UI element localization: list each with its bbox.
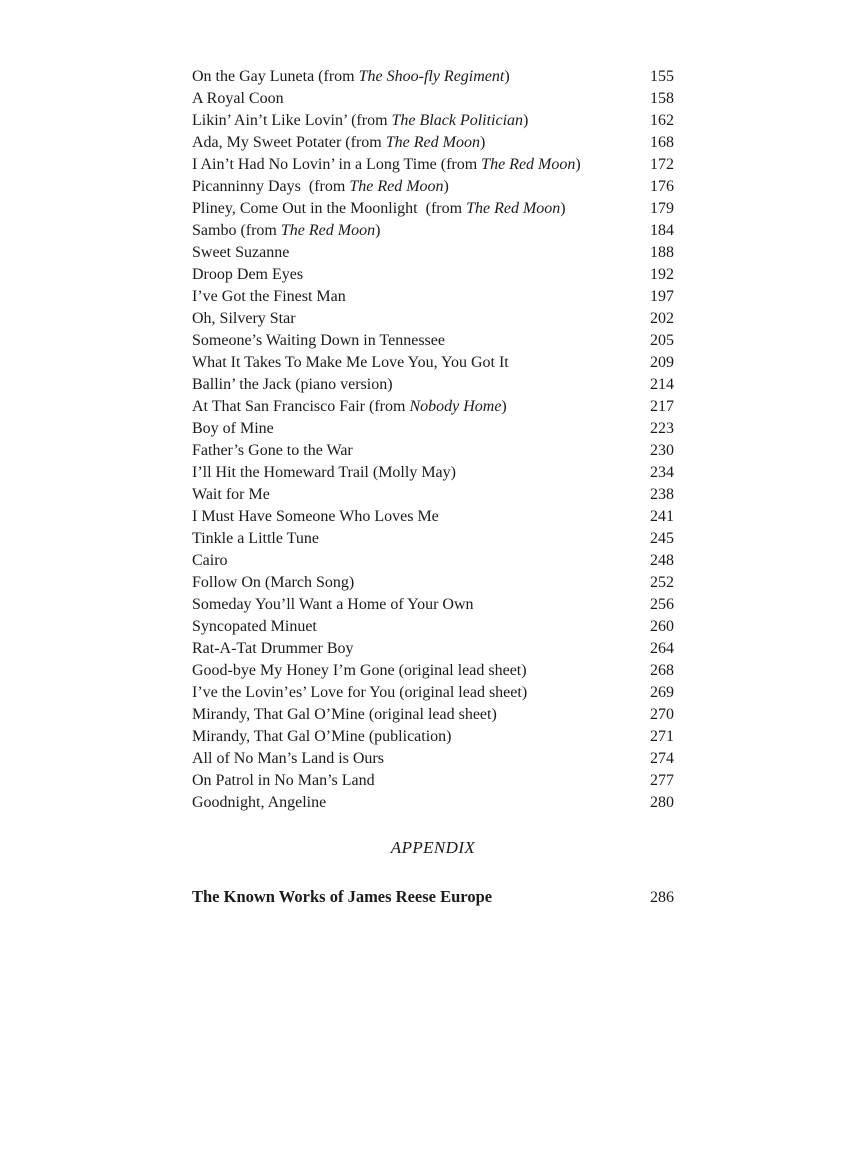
toc-entry (192, 440, 674, 462)
toc-entry-page: 268 (650, 662, 674, 679)
toc-entry-title: Pliney, Come Out in the Moonlight (from The Red Moon) (192, 200, 566, 217)
toc-entry-page: 162 (650, 112, 674, 129)
toc-entry (192, 264, 674, 286)
toc-entry-title: On the Gay Luneta (from The Shoo-fly Regiment) (192, 68, 510, 85)
toc-entry-page: 280 (650, 794, 674, 811)
toc-entry-page: 188 (650, 244, 674, 261)
toc-entry (192, 286, 674, 308)
toc-entry-title: Goodnight, Angeline (192, 794, 327, 811)
toc-entry (192, 484, 674, 506)
toc-entry-page: 202 (650, 310, 674, 327)
toc-entry-title: Someday You’ll Want a Home of Your Own (192, 596, 474, 613)
toc-entry-page: 168 (650, 134, 674, 151)
toc-entry-title: I’ll Hit the Homeward Trail (Molly May) (192, 464, 456, 481)
toc-entry-title: I Must Have Someone Who Loves Me (192, 508, 439, 525)
toc-entry-title: Cairo (192, 552, 228, 569)
toc-entry-title: At That San Francisco Fair (from Nobody Home) (192, 398, 507, 415)
toc-entry (192, 748, 674, 770)
toc-entry (192, 704, 674, 726)
toc-entry-title: Picanninny Days (from The Red Moon) (192, 178, 449, 195)
toc-entry (192, 638, 674, 660)
toc-entry (192, 110, 674, 132)
toc-entry-title: What It Takes To Make Me Love You, You Got It (192, 354, 509, 371)
toc-entry (192, 352, 674, 374)
toc-entry-title: Good-bye My Honey I’m Gone (original lead sheet) (192, 662, 527, 679)
toc-entry-page: 248 (650, 552, 674, 569)
toc-entry (192, 154, 674, 176)
toc-entry-title: Someone’s Waiting Down in Tennessee (192, 332, 445, 349)
toc-entry-page: 205 (650, 332, 674, 349)
toc-entry-page: 176 (650, 178, 674, 195)
toc-entry-title: Oh, Silvery Star (192, 310, 296, 327)
toc-entry-page: 269 (650, 684, 674, 701)
toc-entry (192, 572, 674, 594)
toc-entry-page: 245 (650, 530, 674, 547)
toc-entry (192, 374, 674, 396)
toc-entry-title: A Royal Coon (192, 90, 284, 107)
toc-entry-title: Sweet Suzanne (192, 244, 290, 261)
toc-entry (192, 550, 674, 572)
toc-entry (192, 132, 674, 154)
toc-entry-page: 256 (650, 596, 674, 613)
toc-entry (192, 616, 674, 638)
toc-entry-title: I’ve the Lovin’es’ Love for You (original lead sheet) (192, 684, 528, 701)
toc-entry-title: Tinkle a Little Tune (192, 530, 319, 547)
toc-entry (192, 220, 674, 242)
toc-entry-title: Rat-A-Tat Drummer Boy (192, 640, 354, 657)
toc-entry (192, 418, 674, 440)
toc-entry (192, 682, 674, 704)
appendix-entry-title: The Known Works of James Reese Europe (192, 887, 493, 906)
toc-entry (192, 330, 674, 352)
toc-entry-page: 155 (650, 68, 674, 85)
toc-entry (192, 198, 674, 220)
toc-entry-title: Mirandy, That Gal O’Mine (original lead sheet) (192, 706, 497, 723)
toc-entry-title: Ballin’ the Jack (piano version) (192, 376, 393, 393)
toc-entry-page: 214 (650, 376, 674, 393)
toc-entry-title: Father’s Gone to the War (192, 442, 353, 459)
toc-entry (192, 176, 674, 198)
toc-entry (192, 726, 674, 748)
toc-entry-page: 223 (650, 420, 674, 437)
toc-entry-title: Syncopated Minuet (192, 618, 317, 635)
toc-entry-page: 184 (650, 222, 674, 239)
toc-entry (192, 308, 674, 330)
toc-entry-page: 238 (650, 486, 674, 503)
toc-entry-page: 230 (650, 442, 674, 459)
toc-entry-page: 271 (650, 728, 674, 745)
toc-entry-title: Wait for Me (192, 486, 270, 503)
toc-entry-page: 252 (650, 574, 674, 591)
toc-entry-page: 217 (650, 398, 674, 415)
toc-entry-page: 158 (650, 90, 674, 107)
toc-entry (192, 792, 674, 814)
toc-entry-page: 260 (650, 618, 674, 635)
toc-entry (192, 594, 674, 616)
appendix-entry-page: 286 (650, 889, 674, 906)
toc-entry-page: 270 (650, 706, 674, 723)
toc-entry-title: Sambo (from The Red Moon) (192, 222, 381, 239)
appendix-heading: APPENDIX (390, 838, 476, 857)
toc-entry-page: 234 (650, 464, 674, 481)
toc-entry-page: 192 (650, 266, 674, 283)
toc-entry-page: 277 (650, 772, 674, 789)
toc-entry-page: 172 (650, 156, 674, 173)
toc-entry (192, 396, 674, 418)
toc-entry-page: 264 (650, 640, 674, 657)
toc-entry (192, 528, 674, 550)
toc-entry (192, 88, 674, 110)
toc-entry-page: 209 (650, 354, 674, 371)
toc-entry (192, 66, 674, 88)
toc-entry-title: Boy of Mine (192, 420, 274, 437)
toc-entry (192, 242, 674, 264)
toc-entry-title: Likin’ Ain’t Like Lovin’ (from The Black Politician) (192, 112, 529, 129)
toc-entry-title: Ada, My Sweet Potater (from The Red Moon) (192, 134, 486, 151)
appendix-entry (192, 886, 674, 909)
toc-entry-page: 197 (650, 288, 674, 305)
toc-entry-title: On Patrol in No Man’s Land (192, 772, 375, 789)
toc-entry-page: 179 (650, 200, 674, 217)
toc-entry-title: Droop Dem Eyes (192, 266, 304, 283)
toc-entry-title: I Ain’t Had No Lovin’ in a Long Time (from The Red Moon) (192, 156, 581, 173)
toc-entry (192, 506, 674, 528)
toc-entry (192, 660, 674, 682)
toc-entry-title: All of No Man’s Land is Ours (192, 750, 384, 767)
toc-entry (192, 770, 674, 792)
table-of-contents (192, 66, 674, 814)
toc-entry-page: 241 (650, 508, 674, 525)
toc-entry-title: Mirandy, That Gal O’Mine (publication) (192, 728, 452, 745)
toc-entry-title: Follow On (March Song) (192, 574, 355, 591)
toc-entry (192, 462, 674, 484)
toc-entry-page: 274 (650, 750, 674, 767)
toc-entry-title: I’ve Got the Finest Man (192, 288, 346, 305)
